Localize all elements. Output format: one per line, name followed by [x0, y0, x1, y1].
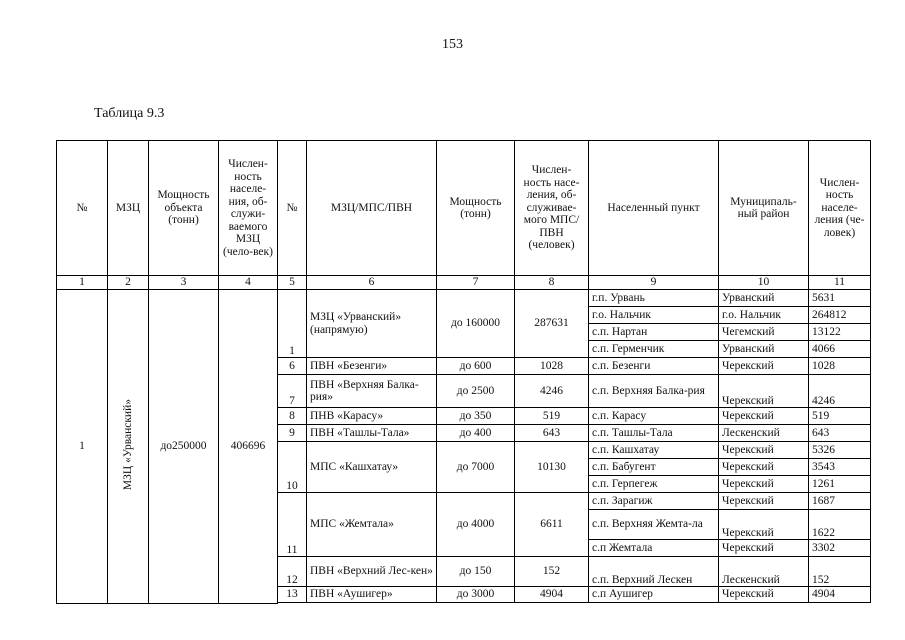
mzc-capacity: до250000 [149, 290, 219, 604]
object-capacity: до 600 [437, 358, 515, 375]
object-capacity: до 400 [437, 425, 515, 442]
column-number-row [57, 276, 871, 290]
header-mzc-population: Числен-ность населе-ния, об-служи-ваемого МЗЦ (чело-век) [219, 141, 278, 276]
object-population: 152 [515, 557, 589, 587]
object-number: 9 [278, 425, 307, 442]
header-num-2: № [278, 141, 307, 276]
settlement: с.п. Верхний Лескен [589, 557, 719, 587]
settlement: с.п Жемтала [589, 540, 719, 557]
settlement-population: 1261 [809, 476, 871, 493]
col-number: 9 [589, 276, 719, 290]
col-number: 11 [809, 276, 871, 290]
header-capacity-2: Мощность (тонн) [437, 141, 515, 276]
col-number: 7 [437, 276, 515, 290]
settlement-population: 5631 [809, 290, 871, 307]
col-number: 8 [515, 276, 589, 290]
district: Чегемский [719, 324, 809, 341]
mzc-name: МЗЦ «Урванский» [121, 398, 134, 491]
object-population: 643 [515, 425, 589, 442]
object-population: 10130 [515, 442, 589, 493]
object-population: 4904 [515, 587, 589, 603]
district: Лескенский [719, 425, 809, 442]
object-number: 6 [278, 358, 307, 375]
mzc-name-cell [108, 290, 149, 604]
settlement: с.п. Зарагиж [589, 493, 719, 510]
settlement: с.п. Бабугент [589, 459, 719, 476]
settlement: г.о. Нальчик [589, 307, 719, 324]
settlement: с.п. Карасу [589, 408, 719, 425]
object-number: 13 [278, 587, 307, 603]
district: Черекский [719, 540, 809, 557]
object-capacity: до 2500 [437, 375, 515, 408]
object-name: ПВН «Безенги» [307, 358, 437, 375]
settlement-population: 3302 [809, 540, 871, 557]
object-name: ПНВ «Карасу» [307, 408, 437, 425]
settlement: с.п. Нартан [589, 324, 719, 341]
object-name: ПВН «Ташлы-Тала» [307, 425, 437, 442]
district: Черекский [719, 408, 809, 425]
object-capacity: до 7000 [437, 442, 515, 493]
district: Черекский [719, 442, 809, 459]
table-row [57, 290, 871, 307]
object-number: 8 [278, 408, 307, 425]
header-mzc: МЗЦ [108, 141, 149, 276]
district: Черекский [719, 358, 809, 375]
district: Черекский [719, 476, 809, 493]
object-population: 287631 [515, 290, 589, 358]
settlement-population: 3543 [809, 459, 871, 476]
object-population: 519 [515, 408, 589, 425]
settlement-population: 4066 [809, 341, 871, 358]
object-capacity: до 4000 [437, 493, 515, 557]
district: Черекский [719, 510, 809, 540]
col-number: 6 [307, 276, 437, 290]
mzc-population: 406696 [219, 290, 278, 604]
object-name: МПС «Кашхатау» [307, 442, 437, 493]
object-number: 12 [278, 557, 307, 587]
object-name: МЗЦ «Урванский» (напрямую) [307, 290, 437, 358]
col-number: 4 [219, 276, 278, 290]
settlement-population: 4246 [809, 375, 871, 408]
table-caption: Таблица 9.3 [94, 106, 165, 121]
settlement: с.п. Безенги [589, 358, 719, 375]
settlement-population: 264812 [809, 307, 871, 324]
settlement: с.п. Герпегеж [589, 476, 719, 493]
district: Черекский [719, 459, 809, 476]
object-name: ПВН «Аушигер» [307, 587, 437, 603]
district: Урванский [719, 290, 809, 307]
header-settlement: Населенный пункт [589, 141, 719, 276]
district: Черекский [719, 493, 809, 510]
header-object-population: Числен-ность насе-ления, об-служивае-мого МПС/ПВН (человек) [515, 141, 589, 276]
district: Лескенский [719, 557, 809, 587]
object-capacity: до 350 [437, 408, 515, 425]
object-capacity: до 160000 [437, 290, 515, 358]
settlement-population: 13122 [809, 324, 871, 341]
header-row [57, 141, 871, 276]
district: Урванский [719, 341, 809, 358]
settlement-population: 4904 [809, 587, 871, 603]
object-number: 1 [278, 290, 307, 358]
district: г.о. Нальчик [719, 307, 809, 324]
settlement: г.п. Урвань [589, 290, 719, 307]
settlement-population: 519 [809, 408, 871, 425]
header-district: Муниципаль-ный район [719, 141, 809, 276]
settlement-population: 1028 [809, 358, 871, 375]
header-capacity: Мощность объекта (тонн) [149, 141, 219, 276]
object-population: 1028 [515, 358, 589, 375]
col-number: 5 [278, 276, 307, 290]
settlement: с.п. Кашхатау [589, 442, 719, 459]
object-name: МПС «Жемтала» [307, 493, 437, 557]
col-number: 1 [57, 276, 108, 290]
settlement: с.п. Верхняя Жемта-ла [589, 510, 719, 540]
object-number: 10 [278, 442, 307, 493]
col-number: 3 [149, 276, 219, 290]
settlement-population: 5326 [809, 442, 871, 459]
col-number: 2 [108, 276, 149, 290]
object-number: 7 [278, 375, 307, 408]
header-num: № [57, 141, 108, 276]
object-name: ПВН «Верхняя Балка-рия» [307, 375, 437, 408]
district: Черекский [719, 587, 809, 603]
header-population: Числен-ность населе-ления (че-ловек) [809, 141, 871, 276]
object-population: 4246 [515, 375, 589, 408]
settlement-population: 1687 [809, 493, 871, 510]
mzc-number: 1 [57, 290, 108, 604]
settlement: с.п. Герменчик [589, 341, 719, 358]
settlement: с.п. Ташлы-Тала [589, 425, 719, 442]
object-name: ПВН «Верхний Лес-кен» [307, 557, 437, 587]
settlement: с.п Аушигер [589, 587, 719, 603]
settlement-population: 643 [809, 425, 871, 442]
header-object: МЗЦ/МПС/ПВН [307, 141, 437, 276]
col-number: 10 [719, 276, 809, 290]
district: Черекский [719, 375, 809, 408]
settlement-population: 152 [809, 557, 871, 587]
object-number: 11 [278, 493, 307, 557]
object-capacity: до 3000 [437, 587, 515, 603]
page-number: 153 [442, 37, 463, 52]
settlement-population: 1622 [809, 510, 871, 540]
object-capacity: до 150 [437, 557, 515, 587]
settlement: с.п. Верхняя Балка-рия [589, 375, 719, 408]
data-table [56, 140, 871, 604]
object-population: 6611 [515, 493, 589, 557]
